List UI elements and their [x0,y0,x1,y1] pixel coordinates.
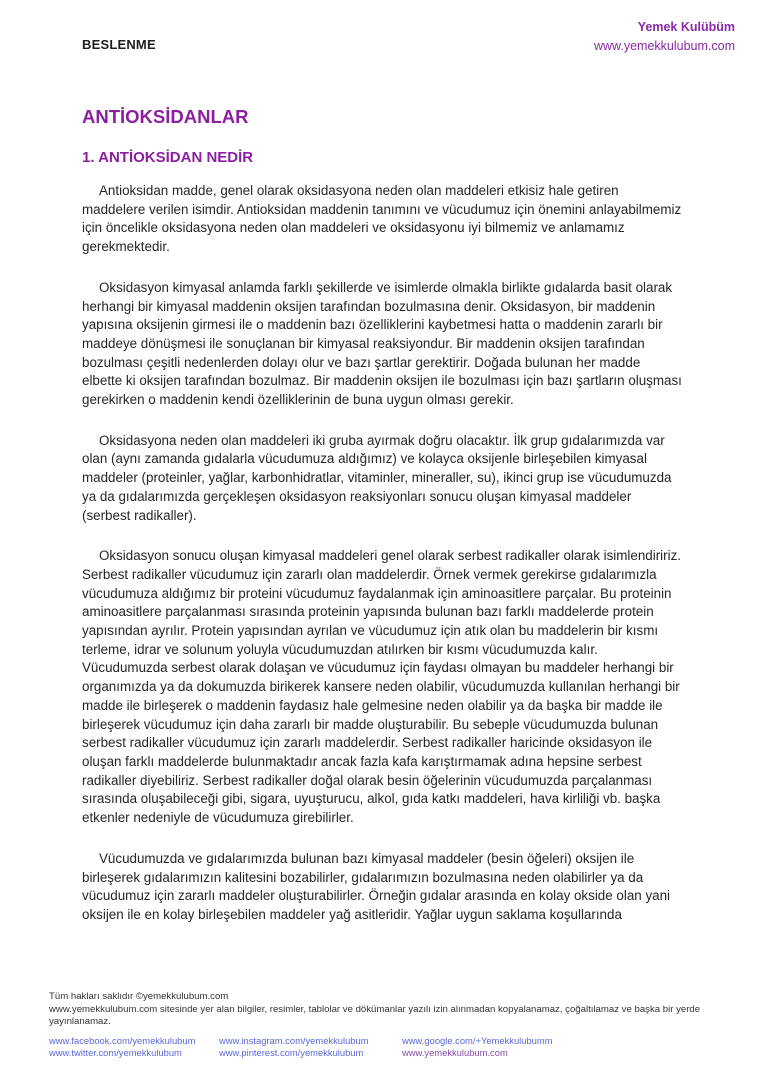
website-link[interactable]: www.yemekkulubum.com [402,1047,508,1059]
paragraph-1: Antioksidan madde, genel olarak oksidasyona neden olan maddeleri etkisiz hale getiren maddelere verilen isimdir. Antioksidan maddenin tanımını ve vücudumuz için önemini anlayabilmemiz için öncelikle oksidasyona neden olan maddeleri ve oksidasyonu iyi bilmemiz ve anlamamız gerekmektedir. [82,183,682,255]
google-link[interactable]: www.google.com/+Yemekkulubumm [402,1035,553,1046]
twitter-link[interactable]: www.twitter.com/yemekkulubum [49,1047,182,1059]
footer-notice [49,991,719,1029]
paragraph-2: Oksidasyon kimyasal anlamda farklı şekillerde ve isimlerde olmakla birlikte gıdalarda basit olarak herhangi bir kimyasal maddenin oksijen tarafından bozulmasına denir. Oksidasyon, bir maddenin yapısına oksijenin girmesi ile o maddenin bazı özelliklerini kaybetmesi hatta o maddenin zararlı bir maddeye dönüşmesi ile sonuçlanan bir kimyasal reaksiyondur. Bir maddenin oksijen tarafından bozulması çeşitli nedenlerden dolayı olur ve bazı şartlar gerektirir. Doğada bulunan her madde elbette ki oksijen tarafından bozulmaz. Bir maddenin oksijen ile bozulması için bazı şartların oluşması gerekirken o maddenin kendi özelliklerinin de buna uygun olması gerekir. [82,279,682,408]
copyright-notice: www.yemekkulubum.com sitesinde yer alan bilgiler, resimler, tablolar ve dökümanlar yazılı izin alınmadan kopyalanamaz, çoğaltılamaz ve başka bir yerde yayınlanamaz. [49,1003,701,1028]
brand-name: Yemek Kulübüm [637,20,735,34]
pinterest-link[interactable]: www.pinterest.com/yemekkulubum [219,1047,364,1059]
paragraph-4: Oksidasyon sonucu oluşan kimyasal maddeleri genel olarak serbest radikaller olarak isimlendiririz. Serbest radikaller vücudumuz için zararlı olan maddelerdir. Örnek vermek gerekirse gıdalarımızla vücudumuza aldığımız bir proteini vücudumuz faydalanmak için aminoasitlere parçalar. Bu proteinin aminoasitlere parçalanması sırasında proteinin yapısında bulunan bazı farklı maddelerde protein yapısından ayrılır. Protein yapısından ayrılan ve vücudumuz için atık olan bu maddelerin bir kısmı terleme, idrar ve solunum yoluyla vücudumuzdan atılırken bir kısmı vücudumuzda kalır. Vücudumuzda serbest olarak dolaşan ve vücudumuz için faydası olmayan bu maddeler herhangi bir organımızda ya da dokumuzda birikerek kansere neden olabilir, vücudumuzda kullanılan herhangi bir madde ile birleşerek o maddenin faydasız hale gelmesine neden olabilir ya da başka bir madde ile birleşerek vücudumuz için daha zararlı bir madde oluşturabilir. Bu sebeple vücudumuzda bulunan serbest radikaller vücudumuz için zararlı maddelerdir. Serbest radikaller haricinde oksidasyon ile oluşan farklı maddelerde bulunmaktadır ancak fazla kafa karıştırmamak adına hepsine serbest radikaller diyebiliriz. Serbest radikaller doğal olarak besin öğelerinin vücudumuzda parçalanması sırasında oluşabileceği gibi, sigara, uyuşturucu, alkol, gıda katkı maddeleri, hava kirliliği vb. başka etkenler nedeniyle de vücudumuza girebilirler. [82,548,682,826]
paragraph-5: Vücudumuzda ve gıdalarımızda bulunan bazı kimyasal maddeler (besin öğeleri) oksijen ile birleşerek gıdalarımızın kalitesini bozabilirler, gıdalarımızın bozulmasına neden olabilirler ya da vücudumuz için zararlı maddeler oluşturabilirler. Örneğin gıdalar arasında en kolay okside olan yani oksijen ile en kolay birleşebilen maddeler yağ asitleridir. Yağlar uygun saklama koşullarında [82,850,671,922]
article-body [82,182,682,947]
site-url: www.yemekkulubum.com [593,39,735,53]
paragraph-3: Oksidasyona neden olan maddeleri iki gruba ayırmak doğru olacaktır. İlk grup gıdalarımızda var olan (aynı zamanda gıdalarla vücudumuza aldığımız) ve kolayca oksijenle birleşebilen kimyasal maddeler (proteinler, yağlar, karbonhidratlar, vitaminler, mineraller, su), ikinci grup ise vücudumuzda ya da gıdalarımızda gerçekleşen oksidasyon reaksiyonları sonucu oluşan kimyasal maddeler (serbest radikaller). [82,432,672,523]
instagram-link[interactable]: www.instagram.com/yemekkulubum [219,1035,369,1046]
section-label: BESLENME [82,37,156,52]
site-header [594,18,735,56]
page-title: ANTİOKSİDANLAR [82,106,249,127]
copyright-text: Tüm hakları saklıdır ©yemekkulubum.com [49,991,229,1002]
section-heading: 1. ANTİOKSİDAN NEDİR [82,149,254,166]
facebook-link[interactable]: www.facebook.com/yemekkulubum [49,1035,196,1046]
